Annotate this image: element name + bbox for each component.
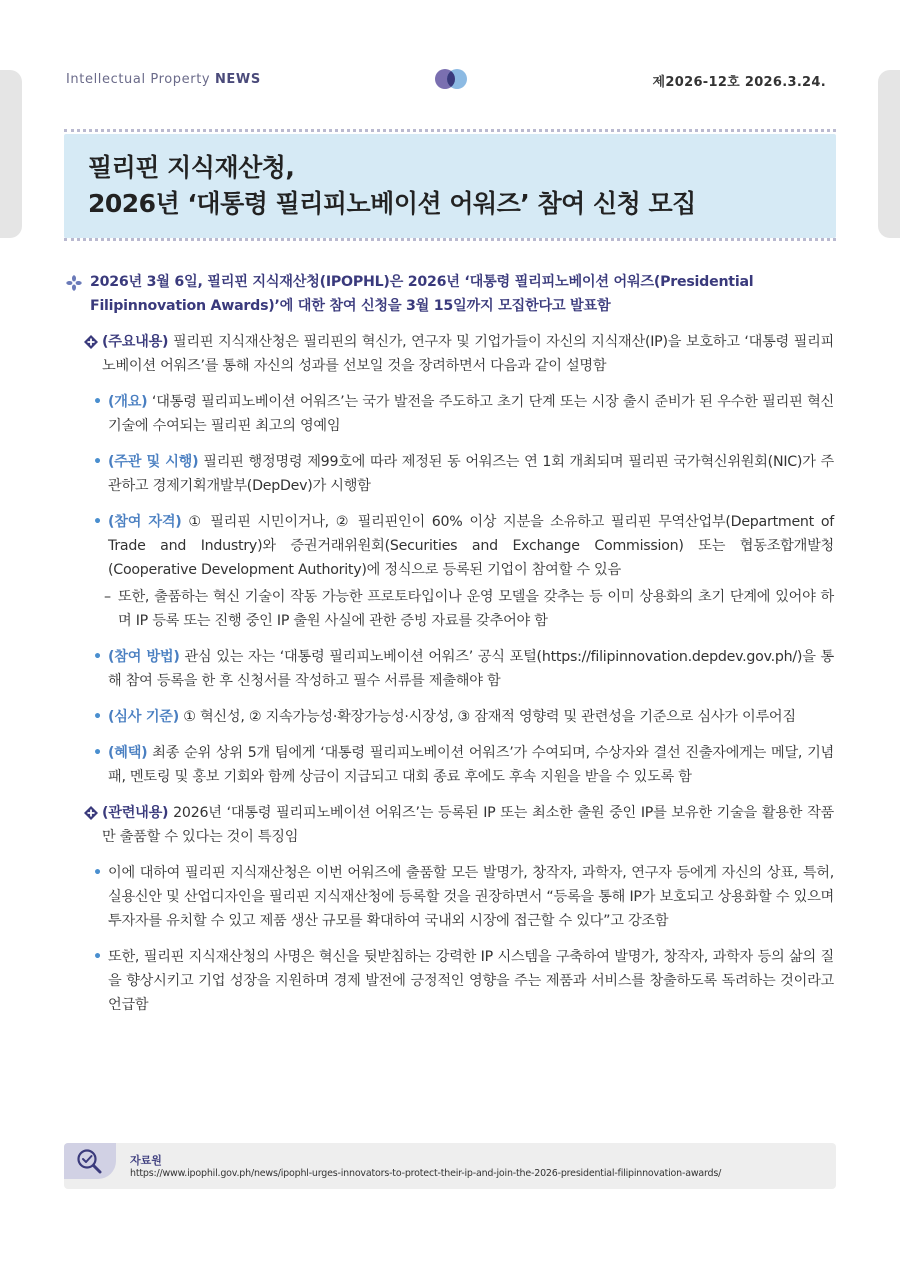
point-text: 최종 순위 상위 5개 팀에게 ‘대통령 필리피노베이션 어워즈’가 수여되며, 수상자와 결선 진출자에게는 메달, 기념패, 멘토링 및 홍보 기회와 함께 상금이 지급되고 대회 종료 후에도 후속 지원을 받을 수 있도록 함 — [108, 745, 834, 785]
bottom-divider — [64, 238, 836, 241]
source-url[interactable]: https://www.ipophil.gov.ph/news/ipophl-urges-innovators-to-protect-their-ip-and-join-the-2026-presidential-filipinnovation-awards/ — [130, 1168, 722, 1179]
point-label: (참여 자격) — [108, 514, 182, 530]
section-text: 2026년 ‘대통령 필리피노베이션 어워즈’는 등록된 IP 또는 최소한 출원 중인 IP를 보유한 기술을 활용한 작품만 출품할 수 있다는 것이 특징임 — [102, 805, 834, 845]
bullet-dot: • — [93, 709, 102, 725]
bullet-dot: • — [93, 394, 102, 410]
title-box — [64, 134, 836, 238]
point-text: ① 필리핀 시민이거나, ② 필리핀인이 60% 이상 지분을 소유하고 필리핀 무역산업부(Department of Trade and Industry)와 증권거래위원회(Securities and Exchange Commission) 또는 협동조합개발청(Cooperative Development Authority)에 정식으로 등록된 기업이 참여할 수 있음 — [108, 514, 834, 578]
overlapping-circles-logo — [433, 68, 469, 90]
lead-paragraph — [66, 270, 834, 318]
point-criteria — [66, 705, 834, 729]
point-overview — [66, 390, 834, 438]
right-page-tab — [878, 70, 900, 238]
point-text: 관심 있는 자는 ‘대통령 필리피노베이션 어워즈’ 공식 포털(https://filipinnovation.depdev.gov.ph/)을 통해 참여 등록을 한 후 신청서를 작성하고 필수 서류를 제출해야 함 — [108, 649, 834, 689]
asterisk-flower-icon — [66, 275, 82, 291]
dash-marker: – — [104, 589, 111, 605]
lead-text: 2026년 3월 6일, 필리핀 지식재산청(IPOPHL)은 2026년 ‘대통령 필리피노베이션 어워즈(Presidential Filipinnovation Awards)’에 대한 참여 신청을 3월 15일까지 모집한다고 발표함 — [90, 274, 754, 314]
point-text: 이에 대하여 필리핀 지식재산청은 이번 어워즈에 출품할 모든 발명가, 창작자, 과학자, 연구자 등에게 자신의 상표, 특허, 실용신안 및 산업디자인을 필리핀 지식재산청에 등록할 것을 권장하면서 “등록을 통해 IP가 보호되고 상용화할 수 있으며 투자자를 유치할 수 있고 제품 생산 규모를 확대하여 국내외 시장에 접근할 수 있다”고 강조함 — [108, 865, 834, 929]
magnifier-check-icon — [74, 1146, 104, 1176]
section-text: 필리핀 지식재산청은 필리핀의 혁신가, 연구자 및 기업가들이 자신의 지식재산(IP)을 보호하고 ‘대통령 필리피노베이션 어워즈’를 통해 자신의 성과를 선보일 것을 장려하면서 다음과 같이 설명함 — [102, 334, 834, 374]
top-divider — [64, 129, 836, 132]
eligibility-sub-note — [66, 585, 834, 633]
publication-name — [66, 72, 261, 87]
publication-prefix: Intellectual Property — [66, 72, 215, 87]
point-text: 또한, 필리핀 지식재산청의 사명은 혁신을 뒷받침하는 강력한 IP 시스템을 구축하여 발명가, 창작자, 과학자 등의 삶의 질을 향상시키고 기업 성장을 지원하며 경제 발전에 긍정적인 영향을 주는 제품과 서비스를 창출하도록 독려하는 것이라고 언급함 — [108, 949, 834, 1013]
title-line-1: 필리핀 지식재산청, — [88, 153, 295, 182]
left-page-tab — [0, 70, 22, 238]
point-text: 필리핀 행정명령 제99호에 따라 제정된 동 어워즈는 연 1회 개최되며 필리핀 국가혁신위원회(NIC)가 주관하고 경제기획개발부(DepDev)가 시행함 — [108, 454, 835, 494]
source-box — [64, 1143, 836, 1189]
point-label: (참여 방법) — [108, 649, 180, 665]
bullet-dot: • — [93, 865, 102, 881]
issue-number: 제2026-12호 2026.3.24. — [652, 75, 826, 90]
point-benefits — [66, 741, 834, 789]
point-eligibility — [66, 510, 834, 582]
point-registration-advice — [66, 861, 834, 933]
point-label: (심사 기준) — [108, 709, 179, 725]
bullet-dot: • — [93, 514, 102, 530]
diamond-plus-icon — [84, 335, 98, 349]
bullet-dot: • — [93, 949, 102, 965]
point-text: ① 혁신성, ② 지속가능성·확장가능성·시장성, ③ 잠재적 영향력 및 관련성을 기준으로 심사가 이루어짐 — [178, 709, 796, 725]
title-line-2: 2026년 ‘대통령 필리피노베이션 어워즈’ 참여 신청 모집 — [88, 189, 696, 218]
bullet-dot: • — [93, 649, 102, 665]
source-icon-badge — [64, 1143, 116, 1179]
section-label: (관련내용) — [102, 805, 169, 821]
publication-suffix: NEWS — [214, 72, 261, 87]
point-mission — [66, 945, 834, 1017]
section-related-content — [66, 801, 834, 849]
sub-text: 또한, 출품하는 혁신 기술이 작동 가능한 프로토타입이나 운영 모델을 갖추는 등 이미 상용화의 초기 단계에 있어야 하며 IP 등록 또는 진행 중인 IP 출원 사실에 관한 증빙 자료를 갖추어야 함 — [118, 589, 834, 629]
point-label: (혜택) — [108, 745, 148, 761]
point-label: (개요) — [108, 394, 148, 410]
diamond-plus-icon — [84, 806, 98, 820]
source-label: 자료원 — [130, 1154, 162, 1167]
section-label: (주요내용) — [102, 334, 169, 350]
point-organizer — [66, 450, 834, 498]
point-application-method — [66, 645, 834, 693]
point-label: (주관 및 시행) — [108, 454, 199, 470]
section-main-content — [66, 330, 834, 378]
bullet-dot: • — [93, 454, 102, 470]
bullet-dot: • — [93, 745, 102, 761]
page-title — [88, 150, 696, 222]
article-body — [66, 270, 834, 1029]
point-text: ‘대통령 필리피노베이션 어워즈’는 국가 발전을 주도하고 초기 단계 또는 시장 출시 준비가 된 우수한 필리핀 혁신 기술에 수여되는 필리핀 최고의 영예임 — [108, 394, 834, 434]
